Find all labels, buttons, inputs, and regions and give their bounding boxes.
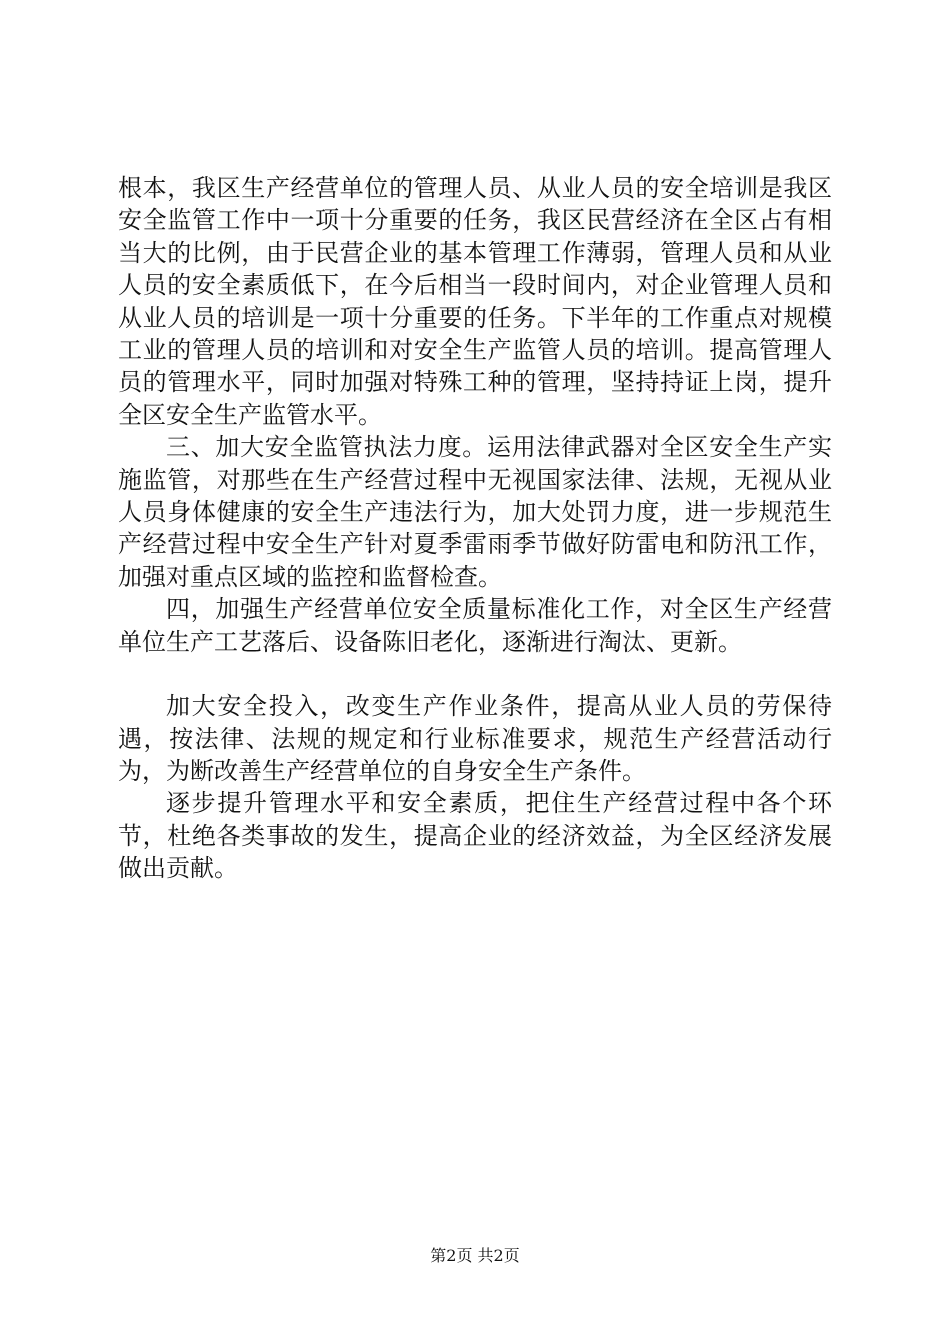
paragraph-training: 根本，我区生产经营单位的管理人员、从业人员的安全培训是我区安全监管工作中一项十分重要的任务，我区民营经济在全区占有相当大的比例，由于民营企业的基本管理工作薄弱，管理人员和从业人员的安全素质低下，在今后相当一段时间内，对企业管理人员和从业人员的培训是一项十分重要的任务。下半年的工作重点对规模工业的管理人员的培训和对安全生产监管人员的培训。提高管理人员的管理水平，同时加强对特殊工种的管理，坚持持证上岗，提升全区安全生产监管水平。 <box>118 174 832 429</box>
paragraph-standardization: 四，加强生产经营单位安全质量标准化工作，对全区生产经营单位生产工艺落后、设备陈旧老化，逐渐进行淘汰、更新。 <box>118 595 832 656</box>
paragraph-improvement: 逐步提升管理水平和安全素质，把住生产经营过程中各个环节，杜绝各类事故的发生，提高企业的经济效益，为全区经济发展做出贡献。 <box>118 789 832 883</box>
paragraph-investment: 加大安全投入，改变生产作业条件，提高从业人员的劳保待遇，按法律、法规的规定和行业标准要求，规范生产经营活动行为，为断改善生产经营单位的自身安全生产条件。 <box>118 692 832 785</box>
page-footer: 第2页 共2页 <box>430 1246 520 1265</box>
paragraph-enforcement: 三、加大安全监管执法力度。运用法律武器对全区安全生产实施监管，对那些在生产经营过程中无视国家法律、法规，无视从业人员身体健康的安全生产违法行为，加大处罚力度，进一步规范生产经营过程中安全生产针对夏季雷雨季节做好防雷电和防汛工作，加强对重点区域的监控和监督检查。 <box>118 433 832 591</box>
document-body <box>118 172 832 885</box>
